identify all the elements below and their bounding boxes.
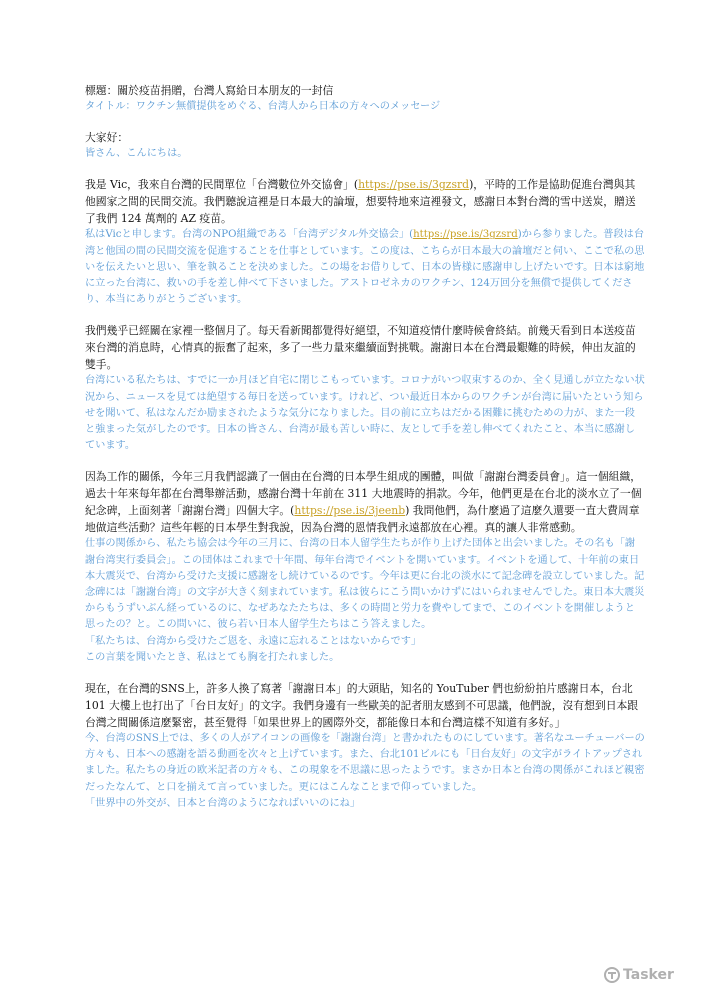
title-ja: タイトル：ワクチン無償提供をめぐる、台湾人から日本の方々へのメッセージ [85,101,441,112]
paragraph-1-zh-text-cont: )，平時的工作是協助促進台灣與其他國家之間的民間交流。我們聽說這裡是日本最大的論壇，想要特地來這裡發文，感謝日本對台灣的雪中送炭，贈送了我們 124 萬劑的 AZ 疫苗。 [85,178,636,226]
paragraph-4-ja: 今、台湾のSNS上では、多くの人がアイコンの画像を「謝謝台湾」と書かれたものにしています。著名なユーチューバーの方々も、日本への感謝を語る動画を次々と上げています。また、台北101ビルにも「日台友好」の文字がライトアップされました。私たちの身近の欧米記者の方々も、この現象を不思議に思ったようです。まさか日本と台湾の関係がこれほど親密だったなんて、と口を揃えて言っていました。更にはこんなことまで仰っていました。 [85,733,645,793]
logo-text: Tasker [623,967,674,983]
paragraph-3-zh-text: 因為工作的關係，今年三月我們認識了一個由在台灣的日本學生組成的團體，叫做「謝謝台灣委員會」。這一個組織，過去十年來每年都在台灣舉辦活動，感謝台灣十年前在 311 大地震時的捐款。今年，他們更是在台北的淡水立了一個紀念碑，上面刻著「謝謝台灣」四個大字。( [85,470,642,518]
paragraph-2-zh: 我們幾乎已經關在家裡一整個月了。每天看新聞都覺得好絕望，不知道疫情什麼時候會終結。前幾天看到日本送疫苗來台灣的消息時，心情真的振奮了起來，多了一些力量來繼續面對挑戰。謝謝日本在台灣最艱難的時候，伸出友誼的雙手。 [85,324,636,372]
paragraph-3-zh [85,468,645,536]
greeting-zh: 大家好： [85,131,129,145]
paragraph-1-ja-text-cont: )から参りました。普段は台湾と他国の間の民間交流を促進することを仕事としています。この度は、こちらが日本最大の論壇だと伺い、ここで私の思いを伝えたいと思い、筆を執ることを決めました。この場をお借りして、日本の皆様に感謝申し上げたいです。日本は窮地に立った台湾に、救いの手を差し伸べて下さいました。アストロゼネカのワクチン、124万回分を無償で提供してくださり、本当にありがとうございます。 [85,229,645,306]
paragraph-1-zh-text: 我是 Vic，我來自台灣的民間單位「台灣數位外交協會」( [85,178,359,192]
spacer [85,454,645,468]
memorial-link[interactable]: https://pse.is/3jeenb [294,504,406,518]
greeting-ja: 皆さん、こんにちは。 [85,148,188,160]
spacer [85,115,645,129]
spacer [85,666,645,680]
paragraph-4-zh: 現在，在台灣的SNS上，許多人換了寫著「謝謝日本」的大頭貼，知名的 YouTuber 們也紛紛拍片感謝日本，台北 101 大樓上也打出了「台日友好」的文字。我們身邊有一些歐美的記者朋友感到不可思議，他們說，沒有想到日本跟台灣之間關係這麼緊密，甚至覺得「如果世界上的國際外交，都能像日本和台灣這樣不知道有多好。」 [85,682,639,730]
association-link-ja[interactable]: https://pse.is/3gzsrd [413,229,518,241]
tasker-logo [604,967,674,983]
paragraph-4-ja-quote: 「世界中の外交が、日本と台湾のようになればいいのにね」 [85,797,361,809]
spacer [85,162,645,176]
association-link-zh[interactable]: https://pse.is/3gzsrd [358,178,470,192]
title-zh: 標題：關於疫苗捐贈，台灣人寫給日本朋友的一封信 [85,84,334,97]
paragraph-3-ja-end: この言葉を聞いたとき、私はとても胸を打たれました。 [85,651,340,663]
paragraph-2-ja: 台湾にいる私たちは、すでに一か月ほど自宅に閉じこもっています。コロナがいつ収束するのか、全く見通しが立たない状況から、ニュースを見ては絶望する毎日を送っています。けれど、つい最近日本からのワクチンが台湾に届いたという知らせを聞いて、私はなんだか励まされたような気分になりました。目の前に立ちはだかる困難に挑むための力が、また一段と強まった気がしたのです。日本の皆さん、台湾が最も苦しい時に、友として手を差し伸べてくれたこと、本当に感謝しています。 [85,375,645,452]
paragraph-1-ja-text: 私はVicと申します。台湾のNPO組織である「台湾デジタル外交協会」( [85,229,414,241]
paragraph-1-ja [85,227,645,308]
paragraph-3-ja: 仕事の関係から、私たち協会は今年の三月に、台湾の日本人留学生たちが作り上げた団体と出会いました。その名も「謝謝台湾実行委員会」。この団体はこれまで十年間、毎年台湾でイベントを開いています。イベントを通して、十年前の東日本大震災で、台湾から受けた支援に感謝をし続けているのです。今年は更に台北の淡水にて記念碑を設立していました。記念碑には「謝謝台湾」の文字が大きく刻まれています。私は彼らにこう問いかけずにはいられませんでした。東日本大震災からもうずいぶん経っているのに、なぜあなたたちは、多くの時間と労力を費やしてまで、このイベントを開催しようと思ったの？と。この問いに、彼ら若い日本人留学生たちはこう答えました。 [85,538,645,631]
letter-document [85,82,645,812]
paragraph-1-zh [85,176,645,227]
paragraph-3-zh-text-cont: ) 我問他們，為什麼過了這麼久還要一直大費周章地做這些活動？這些年輕的日本學生對我說，因為台灣的恩情我們永遠都放在心裡。真的讓人非常感動。 [85,504,640,535]
paragraph-3-ja-quote: 「私たちは、台湾から受けたご恩を、永遠に忘れることはないからです」 [85,635,422,647]
spacer [85,308,645,322]
tasker-logo-icon [604,967,620,983]
